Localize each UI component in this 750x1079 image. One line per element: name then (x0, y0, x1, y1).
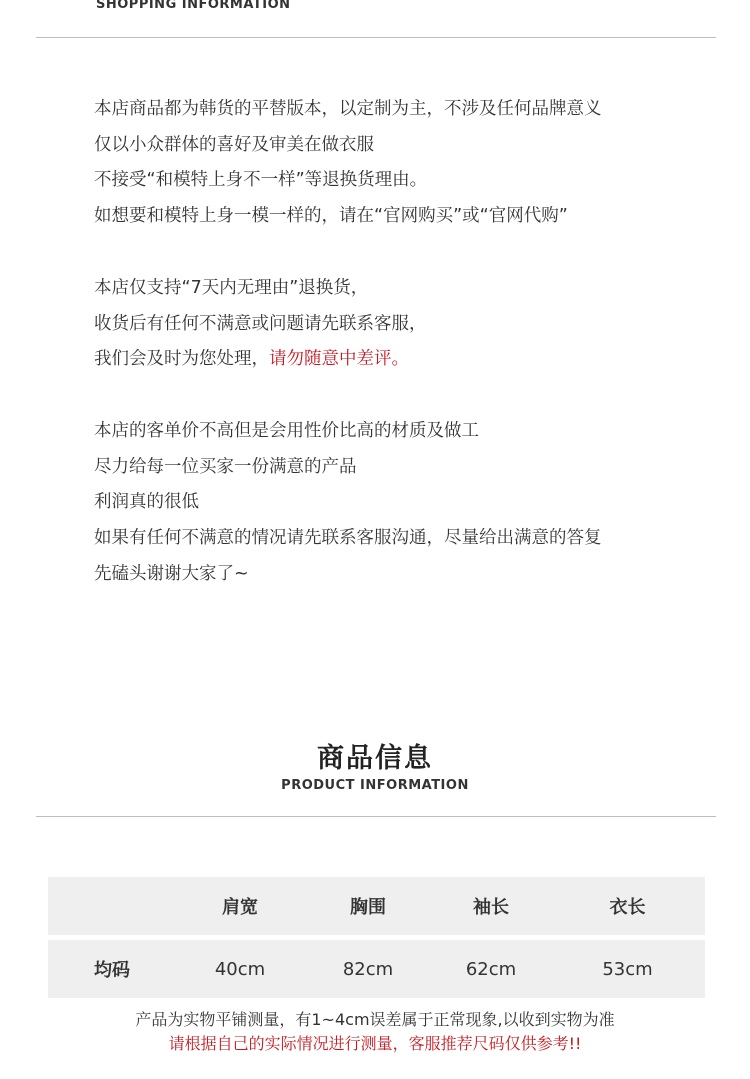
shopping-info-subtitle: SHOPPING INFORMATION (96, 0, 291, 12)
notice-line: 本店商品都为韩货的平替版本，以定制为主，不涉及任何品牌意义 (94, 99, 602, 119)
notice-line: 利润真的很低 (94, 492, 199, 513)
notice-line: 如想要和模特上身一模一样的，请在“官网购买”或“官网代购” (94, 206, 568, 227)
measurement-note: 产品为实物平铺测量，有1~4cm误差属于正常现象,以收到实物为准 (135, 1010, 615, 1029)
no-bad-review-warning: 请勿随意中差评。 (269, 349, 409, 370)
length-value: 53cm (602, 958, 653, 980)
notice-line: 先磕头谢谢大家了~ (94, 563, 249, 584)
notice-line: 收货后有任何不满意或问题请先联系客服， (94, 313, 427, 334)
notice-line: 如果有任何不满意的情况请先联系客服沟通，尽量给出满意的答复 (94, 528, 602, 549)
size-table-header (48, 877, 705, 935)
store-notice (94, 92, 714, 592)
notice-line: 尽力给每一位买家一份满意的产品 (94, 456, 357, 477)
header-shoulder: 肩宽 (222, 897, 258, 918)
product-info-title: 商品信息 (317, 743, 433, 774)
chest-value: 82cm (342, 958, 394, 980)
header-sleeve: 袖长 (473, 897, 509, 918)
divider-top (36, 37, 716, 38)
product-info-subtitle: PRODUCT INFORMATION (281, 778, 469, 793)
shoulder-value: 40cm (214, 958, 266, 980)
table-row (48, 940, 705, 998)
notice-text: 我们会及时为您处理， (94, 349, 269, 370)
notice-line: 本店仅支持“7天内无理由”退换货， (94, 277, 369, 298)
divider-product (36, 816, 716, 817)
sleeve-value: 62cm (465, 958, 517, 980)
notice-line: 不接受“和模特上身不一样”等退换货理由。 (94, 170, 428, 191)
size-table (48, 877, 705, 998)
notice-line: 仅以小众群体的喜好及审美在做衣服 (94, 134, 374, 155)
header-length: 衣长 (609, 897, 646, 918)
header-chest: 胸围 (350, 897, 386, 918)
size-advice-note: 请根据自己的实际情况进行测量，客服推荐尺码仅供参考!! (168, 1034, 582, 1053)
size-label: 均码 (94, 960, 130, 981)
notice-line: 本店的客单价不高但是会用性价比高的材质及做工 (94, 420, 479, 441)
notice-line (94, 342, 714, 378)
